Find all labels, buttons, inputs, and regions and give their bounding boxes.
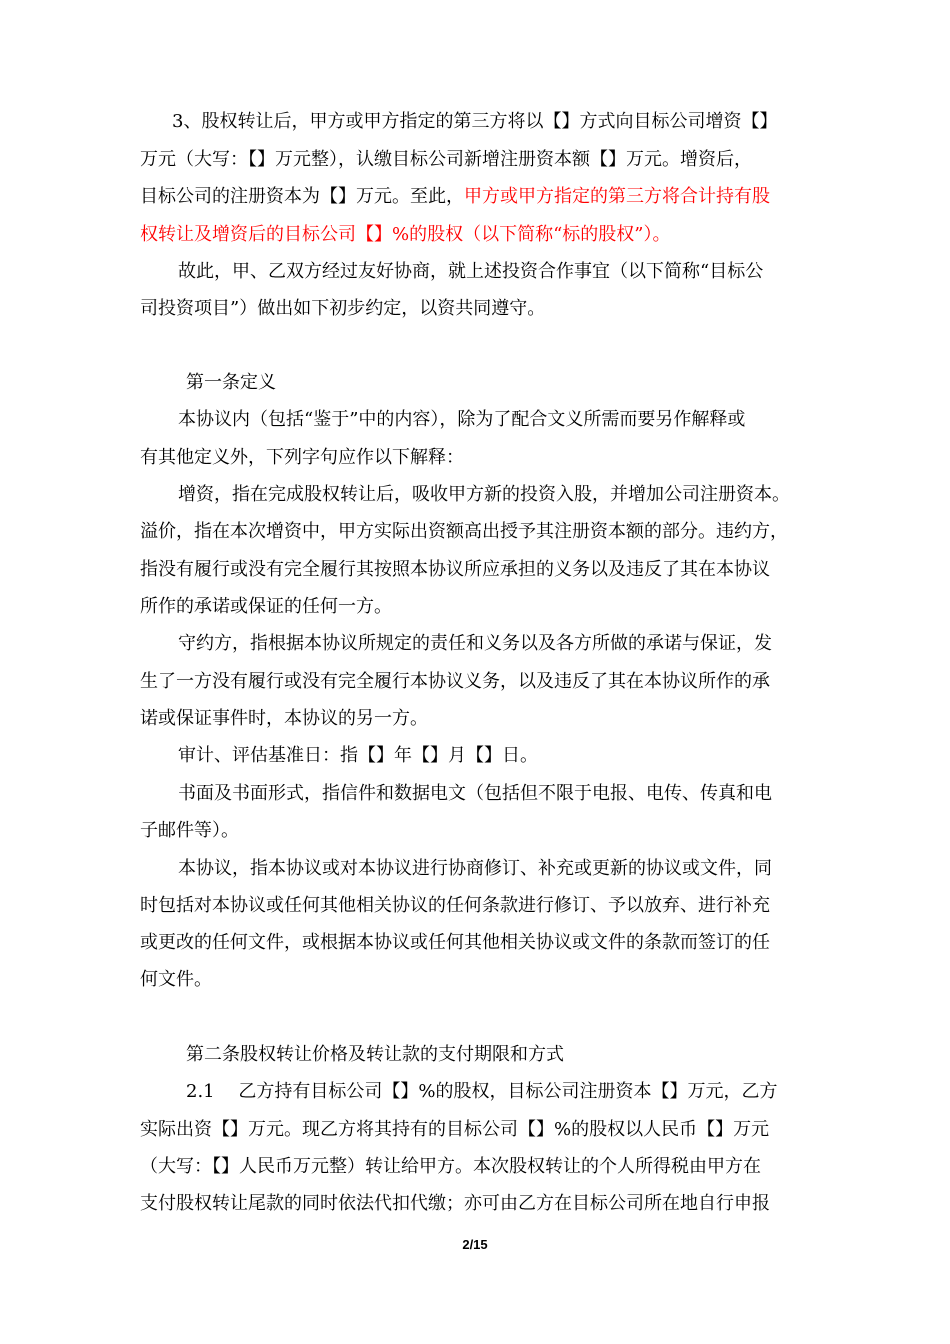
clause-2-1-line-4: 支付股权转让尾款的同时依法代扣代缴；亦可由乙方在目标公司所在地自行申报: [140, 1193, 770, 1214]
therefore-line-2: 司投资项目”）做出如下初步约定，以资共同遵守。: [140, 298, 546, 319]
compliant-party-line-1: 守约方，指根据本协议所规定的责任和义务以及各方所做的承诺与保证，发: [178, 633, 772, 654]
article-1-intro-line-2: 有其他定义外，下列字句应作以下解释：: [140, 447, 464, 468]
clause-2-1-line-1: 2.1 乙方持有目标公司【】%的股权，目标公司注册资本【】万元，乙方: [186, 1081, 778, 1102]
therefore-line-1: 故此，甲、乙双方经过友好协商，就上述投资合作事宜（以下简称“目标公: [178, 261, 764, 282]
compliant-party-line-2: 生了一方没有履行或没有完全履行本协议义务，以及违反了其在本协议所作的承: [140, 671, 770, 692]
this-agreement-line-4: 何文件。: [140, 969, 212, 990]
written-form-line-1: 书面及书面形式，指信件和数据电文（包括但不限于电报、电传、传真和电: [178, 783, 772, 804]
capital-increase-line-3: 指没有履行或没有完全履行其按照本协议所应承担的义务以及违反了其在本协议: [140, 559, 770, 580]
article-2-title: 第二条股权转让价格及转让款的支付期限和方式: [186, 1044, 564, 1065]
audit-date-line: 审计、评估基准日：指【】年【】月【】日。: [178, 745, 538, 766]
clause-2-1-line-2: 实际出资【】万元。现乙方将其持有的目标公司【】%的股权以人民币【】万元: [140, 1119, 770, 1140]
capital-increase-line-2: 溢价，指在本次增资中，甲方实际出资额高出授予其注册资本额的部分。违约方，: [140, 521, 788, 542]
paragraph-3-line-1: 3、股权转让后，甲方或甲方指定的第三方将以【】方式向目标公司增资【】: [172, 111, 778, 132]
paragraph-3-line-3: [140, 185, 770, 209]
highlighted-equity-text: 甲方或甲方指定的第三方将合计持有股: [464, 186, 770, 207]
capital-increase-line-4: 所作的承诺或保证的任何一方。: [140, 596, 392, 617]
paragraph-3-line-2: 万元（大写：【】万元整），认缴目标公司新增注册资本额【】万元。增资后，: [140, 149, 752, 170]
article-1-intro-line-1: 本协议内（包括“鉴于”中的内容），除为了配合文义所需而要另作解释或: [178, 409, 746, 430]
this-agreement-line-3: 或更改的任何文件，或根据本协议或任何其他相关协议或文件的条款而签订的任: [140, 932, 770, 953]
page-number: 2/15: [462, 1237, 488, 1252]
clause-2-1-line-3: （大写：【】人民币万元整）转让给甲方。本次股权转让的个人所得税由甲方在: [140, 1156, 761, 1177]
capital-increase-line-1: 增资，指在完成股权转让后，吸收甲方新的投资入股，并增加公司注册资本。: [178, 484, 790, 505]
paragraph-3-line-3-text: 目标公司的注册资本为【】万元。至此，: [140, 186, 464, 207]
compliant-party-line-3: 诺或保证事件时，本协议的另一方。: [140, 708, 428, 729]
written-form-line-2: 子邮件等）。: [140, 820, 239, 841]
this-agreement-line-1: 本协议，指本协议或对本协议进行协商修订、补充或更新的协议或文件，同: [178, 858, 772, 879]
this-agreement-line-2: 时包括对本协议或任何其他相关协议的任何条款进行修订、予以放弃、进行补充: [140, 895, 770, 916]
article-1-title: 第一条定义: [186, 372, 276, 393]
paragraph-3-line-4-highlighted: 权转让及增资后的目标公司【】%的股权（以下简称“标的股权”）。: [140, 224, 671, 245]
